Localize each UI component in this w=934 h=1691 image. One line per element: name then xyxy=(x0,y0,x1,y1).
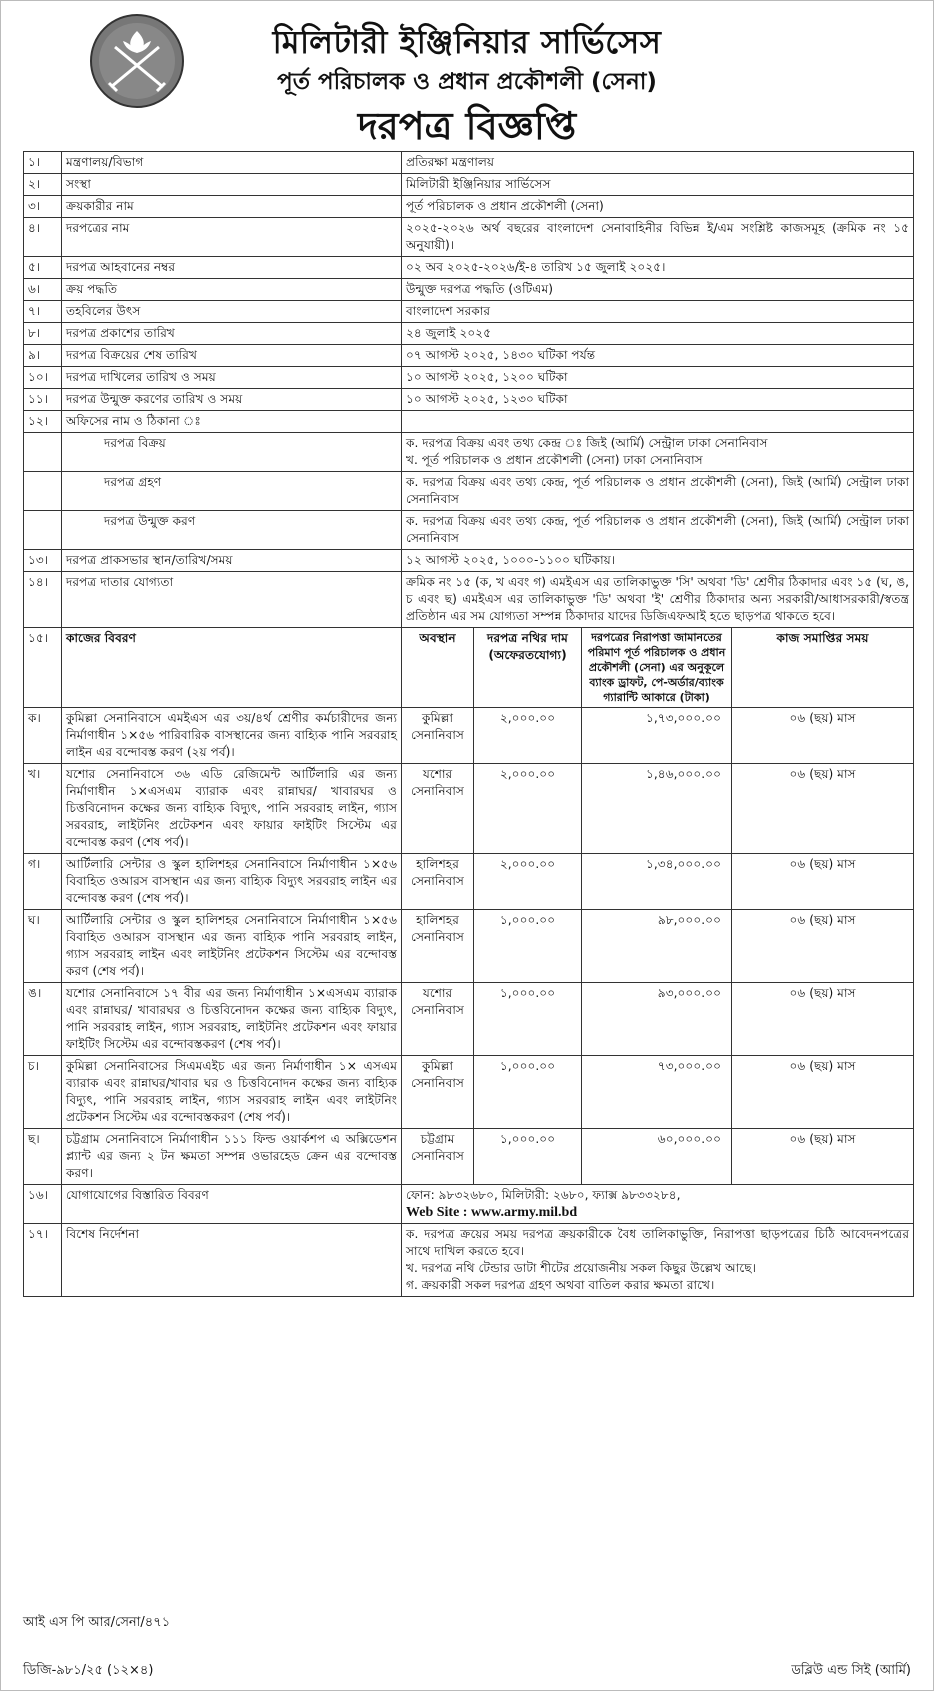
row-label: সংস্থা xyxy=(62,174,402,196)
ispr-ref: আই এস পি আর/সেনা/৪৭১ xyxy=(23,1615,171,1630)
serial-number: ১৩। xyxy=(24,550,62,572)
document-price: ১,০০০.০০ xyxy=(474,1056,582,1129)
contact-row xyxy=(24,1185,914,1224)
row-label: দরপত্র আহবানের নম্বর xyxy=(62,257,402,279)
security-amount: ১,৪৬,০০০.০০ xyxy=(582,764,732,854)
row-value: বাংলাদেশ সরকার xyxy=(402,301,914,323)
security-amount: ১,৭৩,০০০.০০ xyxy=(582,708,732,764)
work-serial: খ। xyxy=(24,764,62,854)
office-value: ক. দরপত্র বিক্রয় এবং তথ্য কেন্দ্র, পূর্ত পরিচালক ও প্রধান প্রকৌশলী (সেনা), জিই (আর্মি) সেন্ট্রাল ঢাকা সেনানিবাস xyxy=(402,472,914,511)
office-label: দরপত্র উন্মুক্ত করণ xyxy=(62,511,402,550)
row-value: ১২ আগস্ট ২০২৫, ১০০০-১১০০ ঘটিকায়। xyxy=(402,550,914,572)
work-serial: ক। xyxy=(24,708,62,764)
office-row xyxy=(24,511,914,550)
document-price: ১,০০০.০০ xyxy=(474,1129,582,1185)
work-row xyxy=(24,854,914,910)
instruction-item: খ. দরপত্র নথি টেন্ডার ডাটা শীটের প্রয়োজনীয় সকল কিছুর উল্লেখ আছে। xyxy=(406,1261,757,1275)
security-amount: ৯৩,০০০.০০ xyxy=(582,983,732,1056)
serial-number: ৩। xyxy=(24,196,62,218)
table-row xyxy=(24,196,914,218)
completion-time: ০৬ (ছয়) মাস xyxy=(732,1129,914,1185)
office-value: ক. দরপত্র বিক্রয় এবং তথ্য কেন্দ্র ঃ জিই (আর্মি) সেন্ট্রাল ঢাকা সেনানিবাস খ. পূর্ত পরিচালক ও প্রধান প্রকৌশলী (সেনা) ঢাকা সেনানিবাস xyxy=(402,433,914,472)
work-description: চট্টগ্রাম সেনানিবাসে নির্মাণাধীন ১১১ ফিল্ড ওয়ার্কশপ এ অক্সিডেশন প্ল্যান্ট এর জন্য ২ টন ক্ষমতা সম্পন্ন ওভারহেড ক্রেন এর বন্দোবস্ত করণ। xyxy=(62,1129,402,1185)
row-value: ১০ আগস্ট ২০২৫, ১২৩০ ঘটিকা xyxy=(402,389,914,411)
work-location: হালিশহর সেনানিবাস xyxy=(402,854,474,910)
table-row xyxy=(24,411,914,433)
row-label: তহবিলের উৎস xyxy=(62,301,402,323)
row-value: ক্রমিক নং ১৫ (ক, খ এবং গ) এমইএস এর তালিকাভুক্ত 'সি' অথবা 'ডি' শ্রেণীর ঠিকাদার এবং ১৫ (ঘ, ঙ, চ এবং ছ) এমইএস এর তালিকাভুক্ত 'ডি' অথবা 'ই' শ্রেণীর ঠিকাদার অন্য সরকারী/আধাসরকারী/স্বতন্ত্র প্রতিষ্ঠান এর সম যোগ্যতা সম্পন্ন ঠিকাদার যাদের ডিজিএফআই হতে ছাড়পত্র থাকতে হবে। xyxy=(402,572,914,628)
notice-title: দরপত্র বিজ্ঞপ্তি xyxy=(357,104,577,148)
location-header: অবস্থান xyxy=(402,628,474,708)
serial-number xyxy=(24,433,62,472)
row-label: দরপত্রের নাম xyxy=(62,218,402,257)
serial-number: ১৬। xyxy=(24,1185,62,1224)
tender-table xyxy=(23,151,914,1297)
special-row xyxy=(24,1224,914,1297)
work-serial: ঘ। xyxy=(24,910,62,983)
work-location: কুমিল্লা সেনানিবাস xyxy=(402,1056,474,1129)
work-serial: গ। xyxy=(24,854,62,910)
document-price: ১,০০০.০০ xyxy=(474,983,582,1056)
table-row xyxy=(24,152,914,174)
row-value: ০২ অব ২০২৫-২০২৬/ই-৪ তারিখ ১৫ জুলাই ২০২৫। xyxy=(402,257,914,279)
table-row xyxy=(24,345,914,367)
row-value: প্রতিরক্ষা মন্ত্রণালয় xyxy=(402,152,914,174)
special-instructions xyxy=(402,1224,914,1297)
security-header: দরপত্রের নিরাপত্তা জামানতের পরিমাণ পূর্ত পরিচালক ও প্রধান প্রকৌশলী (সেনা) এর অনুকূলে ব্যাংক ড্রাফট, পে-অর্ডার/ব্যাংক গ্যারান্টি আকারে (টাকা) xyxy=(582,628,732,708)
security-amount: ৬০,০০০.০০ xyxy=(582,1129,732,1185)
serial-number: ১১। xyxy=(24,389,62,411)
work-location: যশোর সেনানিবাস xyxy=(402,764,474,854)
works-header-row xyxy=(24,628,914,708)
table-row xyxy=(24,323,914,345)
row-value: ০৭ আগস্ট ২০২৫, ১৪৩০ ঘটিকা পর্যন্ত xyxy=(402,345,914,367)
row-label: দরপত্র প্রাকসভার স্থান/তারিখ/সময় xyxy=(62,550,402,572)
website-text: Web Site : www.army.mil.bd xyxy=(406,1205,578,1220)
row-label: মন্ত্রণালয়/বিভাগ xyxy=(62,152,402,174)
table-row xyxy=(24,257,914,279)
works-desc-header: কাজের বিবরণ xyxy=(62,628,402,708)
work-description: কুমিল্লা সেনানিবাসের সিএমএইচ এর জন্য নির্মাণাধীন ১× এসএম ব্যারাক এবং রান্নাঘর/খাবার ঘর ও চিত্তবিনোদন কক্ষের জন্য বাহ্যিক বিদ্যুৎ, পানি সরবরাহ লাইন, গ্যাস সরবরাহ লাইন এবং লাইটনিং প্রটেকশন সিস্টেম এর বন্দোবস্তকরণ (শেষ পর্ব)। xyxy=(62,1056,402,1129)
work-description: আর্টিলারি সেন্টার ও স্কুল হালিশহর সেনানিবাসে নির্মাণাধীন ১×৫৬ বিবাহিত ওআরস বাসস্থান এর জন্য বাহ্যিক পানি সরবরাহ লাইন, গ্যাস সরবরাহ লাইন এবং লাইটনিং প্রটেকশন সিস্টেম এর বন্দোবস্ত করণ (শেষ পর্ব)। xyxy=(62,910,402,983)
completion-time: ০৬ (ছয়) মাস xyxy=(732,764,914,854)
serial-number: ২। xyxy=(24,174,62,196)
serial-number: ১৫। xyxy=(24,628,62,708)
row-label: দরপত্র বিক্রয়ের শেষ তারিখ xyxy=(62,345,402,367)
serial-number xyxy=(24,472,62,511)
work-location: চট্টগ্রাম সেনানিবাস xyxy=(402,1129,474,1185)
serial-number: ১৪। xyxy=(24,572,62,628)
work-serial: ঙ। xyxy=(24,983,62,1056)
completion-time: ০৬ (ছয়) মাস xyxy=(732,983,914,1056)
completion-time: ০৬ (ছয়) মাস xyxy=(732,708,914,764)
work-location: কুমিল্লা সেনানিবাস xyxy=(402,708,474,764)
office-row xyxy=(24,433,914,472)
work-location: যশোর সেনানিবাস xyxy=(402,983,474,1056)
row-value: পূর্ত পরিচালক ও প্রধান প্রকৌশলী (সেনা) xyxy=(402,196,914,218)
work-serial: ছ। xyxy=(24,1129,62,1185)
completion-time: ০৬ (ছয়) মাস xyxy=(732,910,914,983)
work-serial: চ। xyxy=(24,1056,62,1129)
document-price: ২,০০০.০০ xyxy=(474,854,582,910)
row-label: দরপত্র উন্মুক্ত করণের তারিখ ও সময় xyxy=(62,389,402,411)
serial-number: ৫। xyxy=(24,257,62,279)
serial-number: ৬। xyxy=(24,279,62,301)
row-label: দরপত্র দাখিলের তারিখ ও সময় xyxy=(62,367,402,389)
document-price: ২,০০০.০০ xyxy=(474,764,582,854)
work-description: যশোর সেনানিবাসে ১৭ বীর এর জন্য নির্মাণাধীন ১×এসএম ব্যারাক এবং রান্নাঘর/ খাবারঘর ও চিত্তবিনোদন কক্ষের জন্য বাহ্যিক বিদ্যুৎ, পানি সরবরাহ লাইন, গ্যাস সরবরাহ, লাইটনিং প্রটেকশন এবং ফায়ার ফাইটিং সিস্টেম এর বন্দোবস্তকরণ (শেষ পর্ব)। xyxy=(62,983,402,1056)
completion-time: ০৬ (ছয়) মাস xyxy=(732,1056,914,1129)
row-label: ক্রয়কারীর নাম xyxy=(62,196,402,218)
row-value: উন্মুক্ত দরপত্র পদ্ধতি (ওটিএম) xyxy=(402,279,914,301)
price-header: দরপত্র নথির দাম (অফেরতযোগ্য) xyxy=(474,628,582,708)
serial-number: ১৭। xyxy=(24,1224,62,1297)
phone-text: ফোন: ৯৮৩২৬৮০, মিলিটারী: ২৬৮০, ফ্যাক্স ৯৮৩৩২৮৪, xyxy=(406,1188,681,1202)
office-value: ক. দরপত্র বিক্রয় এবং তথ্য কেন্দ্র, পূর্ত পরিচালক ও প্রধান প্রকৌশলী (সেনা), জিই (আর্মি) সেন্ট্রাল ঢাকা সেনানিবাস xyxy=(402,511,914,550)
serial-number: ৪। xyxy=(24,218,62,257)
dg-ref: ডিজি-৯৮১/২৫ (১২×৪) xyxy=(23,1663,154,1678)
work-location: হালিশহর সেনানিবাস xyxy=(402,910,474,983)
table-row xyxy=(24,301,914,323)
table-row xyxy=(24,550,914,572)
instruction-item: ক. দরপত্র ক্রয়ের সময় দরপত্র ক্রয়কারীকে বৈধ তালিকাভুক্তি, নিরাপত্তা ছাড়পত্রের চিঠি আবেদনপত্রের সাথে দাখিল করতে হবে। xyxy=(406,1227,910,1258)
row-label: দরপত্র দাতার যোগ্যতা xyxy=(62,572,402,628)
table-row xyxy=(24,218,914,257)
work-description: কুমিল্লা সেনানিবাসে এমইএস এর ৩য়/৪র্থ শ্রেণীর কর্মচারীদের জন্য নির্মাণাধীন ১×৫৬ পারিবারিক বাসস্থানের জন্য বাহ্যিক পানি সরবরাহ লাইন এর বন্দোবস্ত করণ (২য় পর্ব)। xyxy=(62,708,402,764)
row-value: ২৪ জুলাই ২০২৫ xyxy=(402,323,914,345)
serial-number: ১২। xyxy=(24,411,62,433)
org-name: মিলিটারী ইঞ্জিনিয়ার সার্ভিসেস xyxy=(272,23,662,61)
serial-number xyxy=(24,511,62,550)
office-label: দরপত্র গ্রহণ xyxy=(62,472,402,511)
row-value: ২০২৫-২০২৬ অর্থ বছরের বাংলাদেশ সেনাবাহিনীর বিভিন্ন ই/এম সংশ্লিষ্ট কাজসমূহ (ক্রমিক নং ১৫ অনুযায়ী)। xyxy=(402,218,914,257)
table-row xyxy=(24,572,914,628)
row-value: ১০ আগস্ট ২০২৫, ১২০০ ঘটিকা xyxy=(402,367,914,389)
row-value xyxy=(402,411,914,433)
work-description: যশোর সেনানিবাসে ৩৬ এডি রেজিমেন্ট আর্টিলারি এর জন্য নির্মাণাধীন ১×এসএম ব্যারাক এবং রান্নাঘর/ খাবারঘর ও চিত্তবিনোদন কক্ষের জন্য বাহ্যিক বিদ্যুৎ, পানি সরবরাহ লাইন, গ্যাস সরবরাহ, লাইটনিং প্রটেকশন এবং ফায়ার ফাইটিং সিস্টেম এর বন্দোবস্ত করণ (শেষ পর্ব)। xyxy=(62,764,402,854)
work-description: আর্টিলারি সেন্টার ও স্কুল হালিশহর সেনানিবাসে নির্মাণাধীন ১×৫৬ বিবাহিত ওআরস বাসস্থান এর জন্য বাহ্যিক বিদ্যুৎ সরবরাহ লাইন এর বন্দোবস্ত করণ (শেষ পর্ব)। xyxy=(62,854,402,910)
table-row xyxy=(24,279,914,301)
document-price: ২,০০০.০০ xyxy=(474,708,582,764)
completion-time-header: কাজ সমাপ্তির সময় xyxy=(732,628,914,708)
serial-number: ১০। xyxy=(24,367,62,389)
office-label: দরপত্র বিক্রয় xyxy=(62,433,402,472)
office-name: পূর্ত পরিচালক ও প্রধান প্রকৌশলী (সেনা) xyxy=(277,69,657,95)
work-row xyxy=(24,983,914,1056)
wc-ref: ডব্লিউ এন্ড সিই (আর্মি) xyxy=(791,1663,911,1678)
row-label: অফিসের নাম ও ঠিকানা ঃ xyxy=(62,411,402,433)
serial-number: ১। xyxy=(24,152,62,174)
serial-number: ৮। xyxy=(24,323,62,345)
work-row xyxy=(24,910,914,983)
office-row xyxy=(24,472,914,511)
work-row xyxy=(24,1129,914,1185)
serial-number: ৭। xyxy=(24,301,62,323)
row-label: ক্রয় পদ্ধতি xyxy=(62,279,402,301)
row-label: বিশেষ নির্দেশনা xyxy=(62,1224,402,1297)
row-value: মিলিটারী ইঞ্জিনিয়ার সার্ভিসেস xyxy=(402,174,914,196)
contact-value xyxy=(402,1185,914,1224)
row-label: দরপত্র প্রকাশের তারিখ xyxy=(62,323,402,345)
work-row xyxy=(24,708,914,764)
serial-number: ৯। xyxy=(24,345,62,367)
table-row xyxy=(24,367,914,389)
security-amount: ১,৩৪,০০০.০০ xyxy=(582,854,732,910)
notice-header xyxy=(1,1,933,151)
row-label: যোগাযোগের বিস্তারিত বিবরণ xyxy=(62,1185,402,1224)
security-amount: ৭৩,০০০.০০ xyxy=(582,1056,732,1129)
work-row xyxy=(24,1056,914,1129)
completion-time: ০৬ (ছয়) মাস xyxy=(732,854,914,910)
instruction-item: গ. ক্রয়কারী সকল দরপত্র গ্রহণ অথবা বাতিল করার ক্ষমতা রাখে। xyxy=(406,1278,715,1292)
table-row xyxy=(24,174,914,196)
table-row xyxy=(24,389,914,411)
work-row xyxy=(24,764,914,854)
security-amount: ৯৮,০০০.০০ xyxy=(582,910,732,983)
document-price: ১,০০০.০০ xyxy=(474,910,582,983)
